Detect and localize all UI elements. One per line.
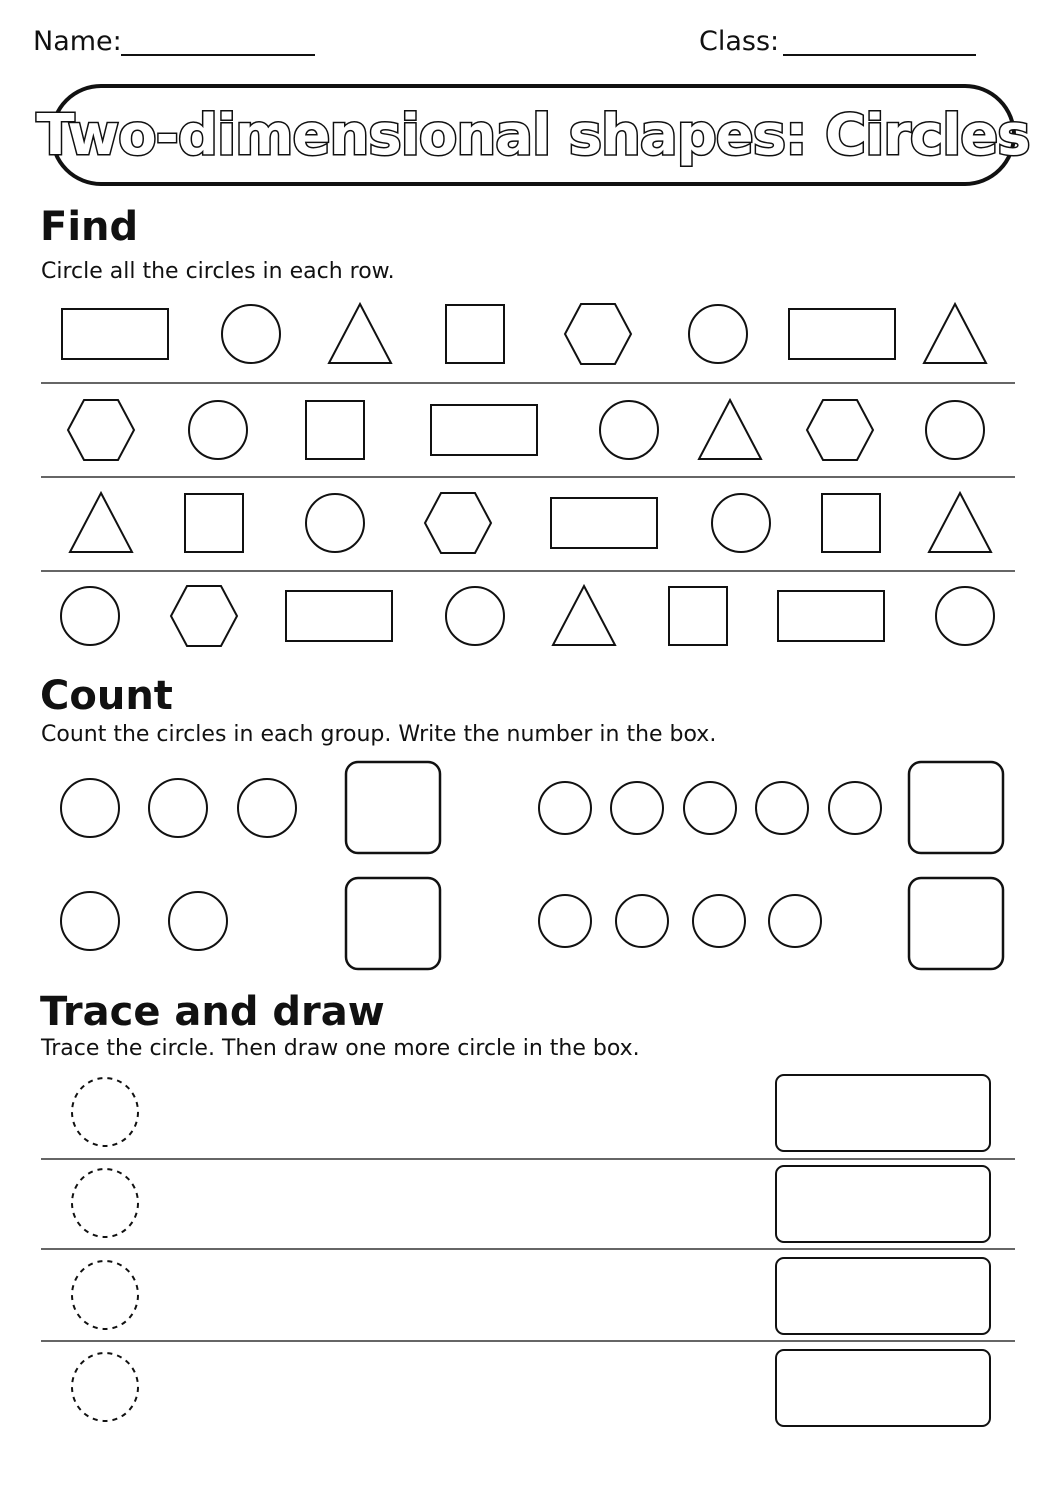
find-circle-3-6[interactable] [712,494,770,552]
find-circle-1-2[interactable] [222,305,280,363]
count-instruction: Count the circles in each group. Write the number in the box. [41,722,717,747]
count-circle [611,782,663,834]
find-circle-4-4[interactable] [446,587,504,645]
draw-box[interactable] [776,1350,990,1426]
count-circle [756,782,808,834]
find-rectangle-2-4[interactable] [431,405,537,455]
find-instruction: Circle all the circles in each row. [41,259,395,284]
count-circle [169,892,227,950]
class-label: Class: [699,26,780,57]
find-circle-4-1[interactable] [61,587,119,645]
count-heading: Count [40,673,173,719]
find-hexagon-3-4[interactable] [425,493,491,553]
find-rectangle-1-7[interactable] [789,309,895,359]
find-heading: Find [40,204,139,250]
page-title: Two-dimensional shapes: Circles [36,102,1030,168]
count-circle [539,782,591,834]
find-square-4-6[interactable] [669,587,727,645]
draw-box[interactable] [776,1166,990,1242]
trace-circle[interactable] [72,1261,138,1329]
find-hexagon-4-2[interactable] [171,586,237,646]
find-circle-2-2[interactable] [189,401,247,459]
find-circle-3-3[interactable] [306,494,364,552]
find-hexagon-2-1[interactable] [68,400,134,460]
find-triangle-2-6[interactable] [699,400,761,459]
count-circle [61,779,119,837]
find-hexagon-1-5[interactable] [565,304,631,364]
answer-box[interactable] [909,878,1003,969]
answer-box[interactable] [346,762,440,853]
draw-box[interactable] [776,1075,990,1151]
find-circle-2-5[interactable] [600,401,658,459]
find-square-3-2[interactable] [185,494,243,552]
answer-box[interactable] [909,762,1003,853]
find-square-3-7[interactable] [822,494,880,552]
find-triangle-1-8[interactable] [924,304,986,363]
count-circle [829,782,881,834]
find-square-2-3[interactable] [306,401,364,459]
find-square-1-4[interactable] [446,305,504,363]
count-circle [238,779,296,837]
count-circle [616,895,668,947]
trace-circle[interactable] [72,1353,138,1421]
find-rectangle-4-3[interactable] [286,591,392,641]
trace-circle[interactable] [72,1169,138,1237]
find-triangle-1-3[interactable] [329,304,391,363]
find-circle-1-6[interactable] [689,305,747,363]
find-rectangle-4-7[interactable] [778,591,884,641]
count-circle [61,892,119,950]
trace-heading: Trace and draw [40,989,385,1035]
trace-circle[interactable] [72,1078,138,1146]
find-triangle-3-1[interactable] [70,493,132,552]
find-rectangle-1-1[interactable] [62,309,168,359]
find-circle-4-8[interactable] [936,587,994,645]
find-hexagon-2-7[interactable] [807,400,873,460]
count-circle [539,895,591,947]
count-circle [769,895,821,947]
count-circle [693,895,745,947]
find-triangle-3-8[interactable] [929,493,991,552]
find-rectangle-3-5[interactable] [551,498,657,548]
count-circle [149,779,207,837]
trace-instruction: Trace the circle. Then draw one more circle in the box. [41,1036,640,1061]
find-triangle-4-5[interactable] [553,586,615,645]
find-circle-2-8[interactable] [926,401,984,459]
draw-box[interactable] [776,1258,990,1334]
name-label: Name: [33,26,122,57]
count-circle [684,782,736,834]
answer-box[interactable] [346,878,440,969]
